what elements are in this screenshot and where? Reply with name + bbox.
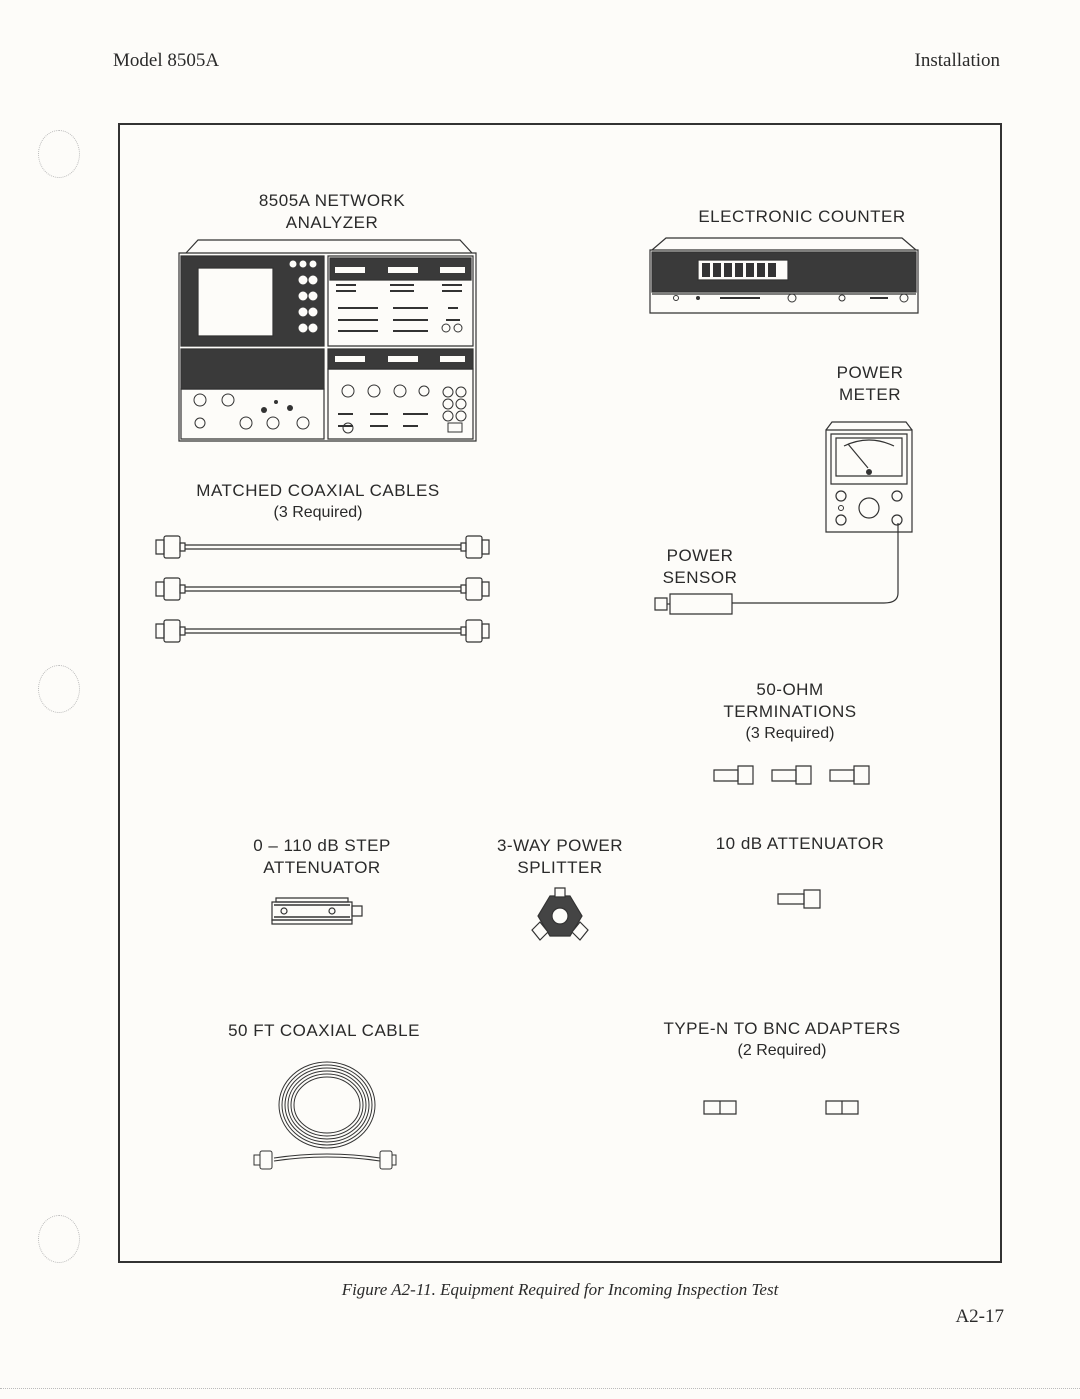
label-50ft-cable: 50 FT COAXIAL CABLE [228,1021,420,1040]
label-power-sensor: POWER SENSOR [662,546,738,587]
header-section: Installation [914,50,1000,71]
label-10db-attenuator: 10 dB ATTENUATOR [715,834,885,853]
label-power-splitter: 3-WAY POWER SPLITTER [496,836,624,877]
power-meter-and-sensor-illustration [648,418,918,623]
terminations-illustration [712,764,874,786]
matched-coaxial-cables-illustration [155,534,491,646]
label-power-meter: POWER METER [836,363,904,404]
binder-hole-middle [38,665,80,713]
binder-hole-bottom [38,1215,80,1263]
power-splitter-illustration [530,886,590,944]
figure-caption: Figure A2-11. Equipment Required for Incoming Inspection Test [341,1280,779,1299]
label-electronic-counter: ELECTRONIC COUNTER [698,207,906,226]
step-attenuator-illustration [270,892,366,928]
footer-rule [0,1388,1080,1389]
label-terminations: 50-OHM TERMINATIONS (3 Required) [723,680,857,742]
electronic-counter-illustration [648,236,920,316]
label-matched-cables: MATCHED COAXIAL CABLES (3 Required) [196,481,440,521]
binder-hole-top [38,130,80,178]
bnc-adapters-illustration [702,1098,862,1118]
label-step-attenuator: 0 – 110 dB STEP ATTENUATOR [253,836,391,877]
page-number: A2-17 [955,1306,1004,1327]
label-network-analyzer: 8505A NETWORK ANALYZER [258,191,406,232]
10db-attenuator-illustration [776,888,824,910]
50ft-coaxial-cable-illustration [252,1060,397,1170]
network-analyzer-illustration [178,238,478,443]
label-bnc-adapters: TYPE-N TO BNC ADAPTERS (2 Required) [663,1019,901,1059]
header-model: Model 8505A [113,50,220,71]
